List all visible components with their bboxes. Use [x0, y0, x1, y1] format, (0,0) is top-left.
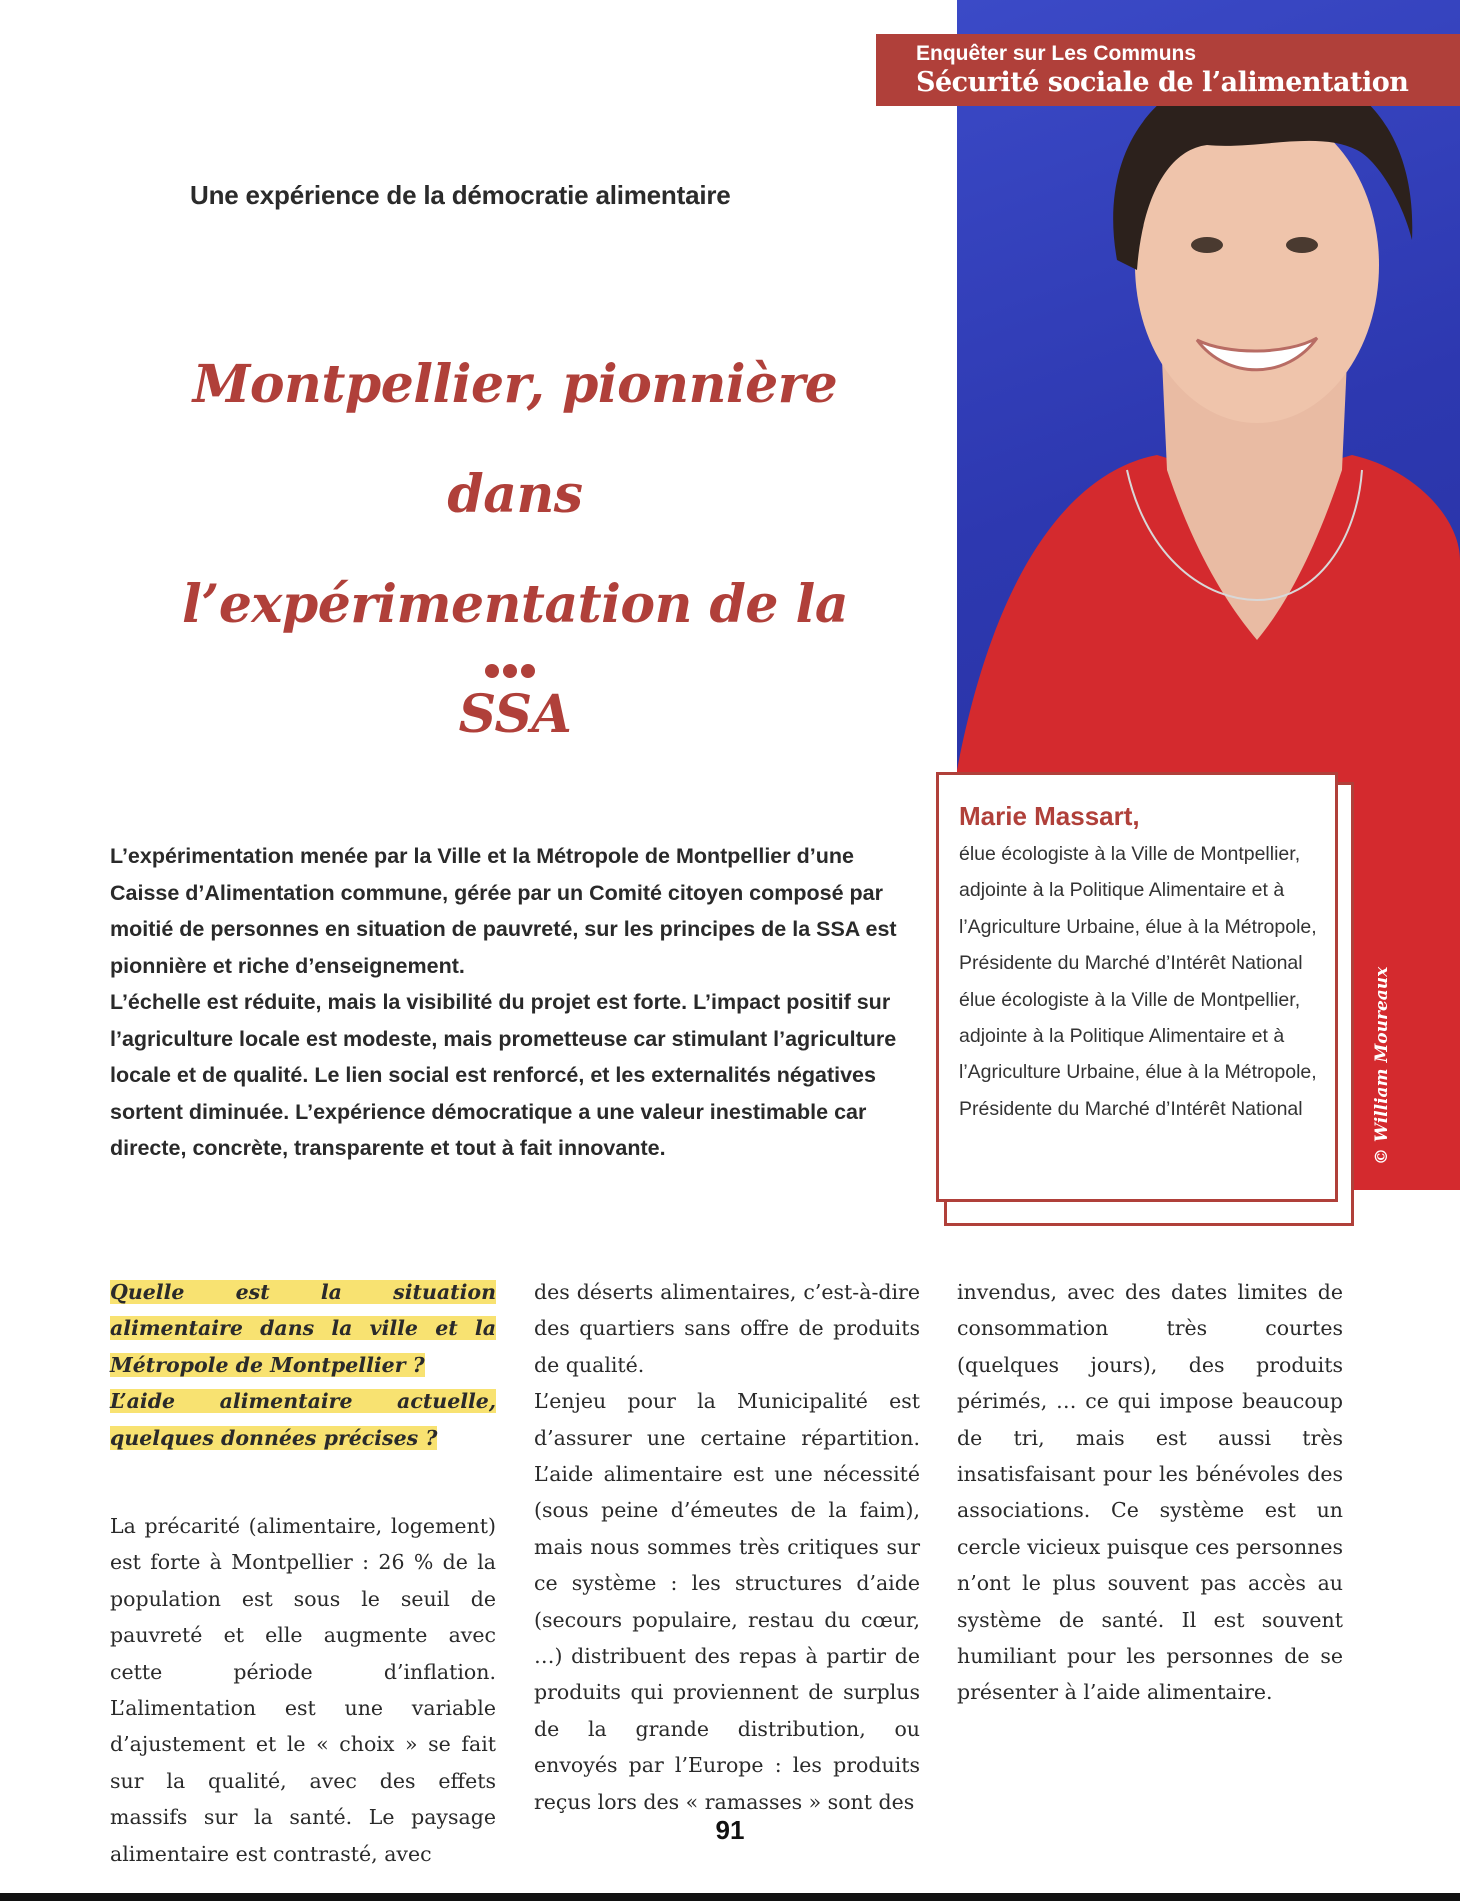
dot-icon	[485, 664, 499, 678]
column-2-paragraph-2: L’enjeu pour la Municipalité est d’assurer une certaine répartition. L’aide alimentaire est une nécessité (sous peine d’émeutes de la faim), mais nous sommes très critiques sur ce système : les structures d’aide (secours populaire, restau du cœur, …) distribuent des repas à partir de produits qui proviennent de surplus de la grande distribution, ou envoyés par l’Europe : les produits reçus lors des « ramasses » sont des	[534, 1389, 920, 1814]
caption-description: élue écologiste à la Ville de Montpellier, adjointe à la Politique Alimentaire et à l’Agriculture Urbaine, élue à la Métropole, Présidente du Marché d’Intérêt National élue écologiste à la Ville de Montpellier, adjointe à la Politique Alimentaire et à l’Agriculture Urbaine, élue à la Métropole, Présidente du Marché d’Intérêt National	[959, 843, 1317, 1120]
column-2-paragraph-1: des déserts alimentaires, c’est-à-dire des quartiers sans offre de produits de qualité.	[534, 1280, 920, 1377]
photo-credit: © William Moureaux	[1372, 966, 1392, 1165]
article-title	[150, 330, 880, 770]
page-number: 91	[715, 1815, 745, 1845]
column-1-text: La précarité (alimentaire, logement) est forte à Montpellier : 26 % de la population est sous le seuil de pauvreté et elle augmente avec cette période d’inflation. L’alimentation est une variable d’ajustement et le « choix » se fait sur la qualité, avec des effets massifs sur la santé. Le paysage alimentaire est contrasté, avec	[110, 1514, 496, 1866]
bottom-rule	[0, 1893, 1460, 1901]
caption-name: Marie Massart,	[959, 801, 1140, 831]
column-3-text: invendus, avec des dates limites de consommation très courtes (quelques jours), des produits périmés, … ce qui impose beaucoup de tri, mais est aussi très insatisfaisant pour les bénévoles des associations. Ce système est un cercle vicieux puisque ces personnes n’ont le plus souvent pas accès au système de santé. Il est souvent humiliant pour les personnes de se présenter à l’aide alimentaire.	[957, 1280, 1343, 1705]
section-header-topic: Sécurité sociale de l’alimentation	[916, 67, 1409, 98]
article-title-line-2: l’expérimentation de la SSA	[181, 574, 849, 745]
article-title-line-1: Montpellier, pionnière dans	[192, 354, 838, 525]
column-2	[534, 1274, 920, 1820]
question-2: L’aide alimentaire actuelle, quelques données précises ?	[110, 1389, 496, 1450]
section-header-series: Enquêter sur Les Communs	[916, 42, 1197, 65]
question-1: Quelle est la situation alimentaire dans la ville et la Métropole de Montpellier ?	[110, 1280, 496, 1377]
kicker: Une expérience de la démocratie alimentaire	[190, 180, 731, 210]
interview-question	[110, 1274, 496, 1456]
dot-icon	[521, 664, 535, 678]
portrait-caption	[936, 772, 1338, 1202]
column-1	[110, 1274, 496, 1872]
intro-paragraph-2: L’échelle est réduite, mais la visibilité du projet est forte. L’impact positif sur l’agriculture locale est modeste, mais prometteuse car stimulant l’agriculture locale et de qualité. Le lien social est renforcé, et les externalités négatives sortent diminuée. L’expérience démocratique a une valeur inestimable car directe, concrète, transparente et tout à fait innovante.	[110, 990, 897, 1160]
intro-paragraph-1: L’expérimentation menée par la Ville et la Métropole de Montpellier d’une Caisse d’Alimentation commune, gérée par un Comité citoyen composé par moitié de personnes en situation de pauvreté, sur les principes de la SSA est pionnière et riche d’enseignement.	[110, 844, 897, 978]
column-3	[957, 1274, 1343, 1711]
dot-icon	[503, 664, 517, 678]
intro-lead	[110, 838, 910, 1167]
section-header-band	[876, 34, 1460, 106]
ellipsis-ornament	[485, 664, 539, 683]
